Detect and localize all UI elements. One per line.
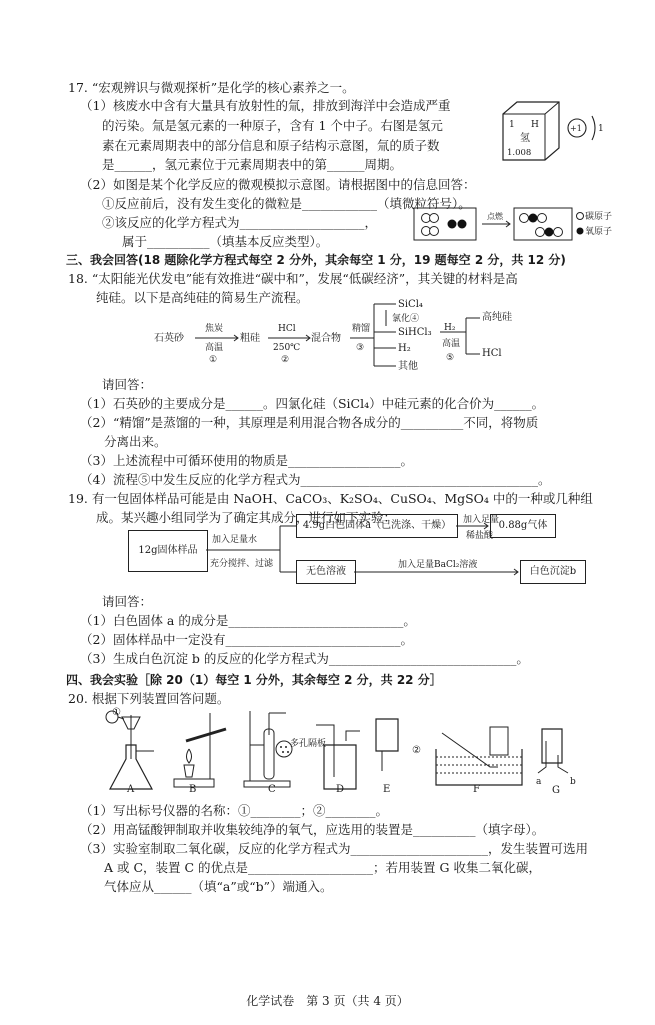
flow-crude-silicon: 粗硅 (240, 333, 260, 344)
electron-shell (592, 116, 595, 140)
white-precipitate-box: 白色沉淀b (520, 560, 586, 584)
flow-step2-number: ② (281, 355, 290, 365)
q20-intro: 20. 根据下列装置回答问题。 (68, 691, 230, 706)
flow-step1-top: 焦炭 (205, 324, 224, 334)
q20-answer3-line3: 气体应从______（填“a”或“b”）端通入。 (104, 879, 333, 894)
q19-answer1: （1）白色固体 a 的成分是____________________________。 (80, 613, 416, 628)
q20-answer3-line1: （3）实验室制取二氧化碳，反应的化学方程式为______________________，发生装置可选用 (80, 841, 588, 856)
o-atom (430, 227, 439, 236)
q17-part2-line1: （2）如图是某个化学反应的微观模拟示意图。请根据图中的信息回答： (80, 177, 476, 192)
flow-quartz-sand: 石英砂 (154, 333, 184, 344)
page-footer: 化学试卷 第 3 页（共 4 页） (246, 994, 409, 1008)
flow-step5-bottom: 高温 (442, 339, 461, 349)
legend-c-dot (577, 228, 584, 235)
flow-step2-top: HCl (278, 324, 296, 334)
flow-other: 其他 (398, 361, 418, 372)
label-b: B (189, 784, 197, 795)
element-name: 氢 (520, 133, 530, 144)
q18-answer2-line1: （2）“精馏”是蒸馏的一种，其原理是利用混合物各成分的__________不同，将物质 (80, 415, 539, 430)
c-atom (448, 220, 457, 229)
section3-heading: 三、我会回答(18 题除化学方程式每空 2 分外，其余每空 1 分，19 题每空 2 分，共 12 分) (66, 253, 566, 267)
q17-part2-line4: 属于__________（填基本反应类型）。 (122, 234, 329, 249)
q17-part1-line3: 素在元素周期表中的部分信息和原子结构示意图，氚的质子数 (102, 138, 440, 153)
q20-answer2: （2）用高锰酸钾制取并收集较纯净的氧气，应选用的装置是__________（填字母）。 (80, 822, 545, 837)
flow-mixture: 混合物 (311, 333, 341, 344)
flow-sihcl3: SiHCl₃ (398, 327, 432, 338)
flow-hydrogen: H₂ (398, 343, 411, 354)
port-b: b (570, 777, 576, 787)
q17-part2-line2: ①反应前后，没有发生变化的微粒是____________（填微粒符号）。 (102, 196, 471, 211)
sample-box: 12g固体样品 (128, 530, 208, 572)
element-symbol: H (531, 120, 539, 130)
o-atom (536, 228, 545, 237)
step-add-acid-top: 加入足量 (463, 515, 500, 525)
step-add-bacl2: 加入足量BaCl₂溶液 (398, 560, 478, 570)
label-f: F (473, 784, 480, 795)
reaction-diagram (412, 204, 612, 244)
apparatus-f (436, 727, 522, 785)
step-stir-filter: 充分搅拌、过滤 (210, 559, 274, 569)
q19-ask: 请回答： (102, 594, 153, 609)
apparatus-a (106, 711, 154, 789)
q18-ask: 请回答： (102, 377, 153, 392)
flow-step5-top: H₂ (444, 323, 456, 333)
o-atom (430, 214, 439, 223)
apparatus-g (538, 729, 568, 773)
q20-answer3-line2: A 或 C，装置 C 的优点是____________________；若用装置 G 收集二氧化碳， (104, 860, 541, 875)
port-a: a (536, 777, 542, 787)
flow-step1-number: ① (209, 355, 218, 365)
step-add-acid-bottom: 稀盐酸 (466, 531, 494, 541)
mark-2: ② (412, 745, 421, 756)
step-add-water: 加入足量水 (212, 535, 258, 545)
q17-part1-line2: 的污染。氚是氢元素的一种原子，含有 1 个中子。右图是氢元 (102, 118, 443, 133)
flow-step3-top: 精馏 (352, 324, 371, 334)
label-c: C (268, 784, 276, 795)
flow-pure-silicon: 高纯硅 (482, 312, 512, 323)
label-d: D (336, 784, 345, 795)
c-atom (545, 228, 554, 237)
legend-oxygen: 氧原子 (585, 227, 613, 237)
c-atom (529, 214, 538, 223)
white-solid-a-box: 4.9g白色固体a（已洗涤、干燥） (296, 514, 458, 538)
q18-answer4: （4）流程⑤中发生反应的化学方程式为______________________________________。 (80, 472, 551, 487)
electron-count: 1 (598, 124, 604, 134)
legend-carbon: 碳原子 (585, 212, 613, 222)
q19-answer3: （3）生成白色沉淀 b 的反应的化学方程式为______________________________。 (80, 651, 529, 666)
apparatus-e (376, 719, 398, 771)
element-mass: 1.008 (507, 148, 532, 158)
element-number: 1 (509, 120, 515, 130)
q18-answer3: （3）上述流程中可循环使用的物质是__________________。 (80, 453, 413, 468)
q18-answer1: （1）石英砂的主要成分是______。四氯化硅（SiCl₄）中硅元素的化合价为______。 (80, 396, 545, 411)
apparatus-c (244, 711, 292, 787)
nucleus-charge: +1 (570, 124, 582, 133)
q19-intro-line1: 19. 有一包固体样品可能是由 NaOH、CaCO₃、K₂SO₄、CuSO₄、MgSO₄ 中的一种或几种组 (68, 491, 593, 506)
flow-sicl4: SiCl₄ (398, 299, 423, 310)
label-e: E (383, 784, 391, 795)
gas-box: 0.88g气体 (490, 514, 556, 538)
flow-chlorination: 氯化④ (392, 314, 420, 324)
label-g: G (552, 785, 560, 796)
apparatus-b (174, 713, 226, 787)
q20-answer1: （1）写出标号仪器的名称：①________；②________。 (80, 803, 388, 818)
q17-part2-line3: ②该反应的化学方程式为____________________， (102, 215, 378, 230)
label-a: A (127, 784, 135, 795)
o-atom (554, 228, 563, 237)
mark-1: ① (112, 707, 121, 718)
q18-intro-line1: 18. “太阳能光伏发电”能有效推进“碳中和”，发展“低碳经济”，其关键的材料是高 (68, 271, 518, 286)
flow-step3-number: ③ (356, 343, 365, 353)
flow-hcl: HCl (482, 348, 502, 359)
c-atom (458, 220, 467, 229)
o-atom (538, 214, 547, 223)
q17-intro: 17. “宏观辨识与微观探析”是化学的核心素养之一。 (68, 80, 355, 95)
o-atom (520, 214, 529, 223)
legend-o-dot (577, 213, 584, 220)
q19-answer2: （2）固体样品中一定没有____________________________。 (80, 632, 413, 647)
q17-part1-line4: 是______，氢元素位于元素周期表中的第______周期。 (102, 157, 403, 172)
q19-intro-line2: 成。某兴趣小组同学为了确定其成分，进行如下实验： (96, 510, 397, 525)
q17-part1-line1: （1）核废水中含有大量具有放射性的氚，排放到海洋中会造成严重 (80, 98, 451, 113)
q18-intro-line2: 纯硅。以下是高纯硅的简易生产流程。 (96, 290, 309, 305)
flow-step1-bottom: 高温 (205, 343, 224, 353)
apparatus-d (316, 725, 360, 789)
flow-step2-bottom: 250℃ (273, 343, 301, 353)
colorless-solution-box: 无色溶液 (296, 560, 356, 584)
section4-heading: 四、我会实验［除 20（1）每空 1 分外，其余每空 2 分，共 22 分］ (66, 673, 442, 687)
hydrogen-element-figure (495, 96, 610, 170)
porous-plate-label: 多孔隔板 (290, 739, 327, 749)
q18-answer2-line2: 分离出来。 (104, 434, 167, 449)
reaction-condition: 点燃 (487, 212, 503, 221)
flow-step5-number: ⑤ (446, 353, 455, 363)
